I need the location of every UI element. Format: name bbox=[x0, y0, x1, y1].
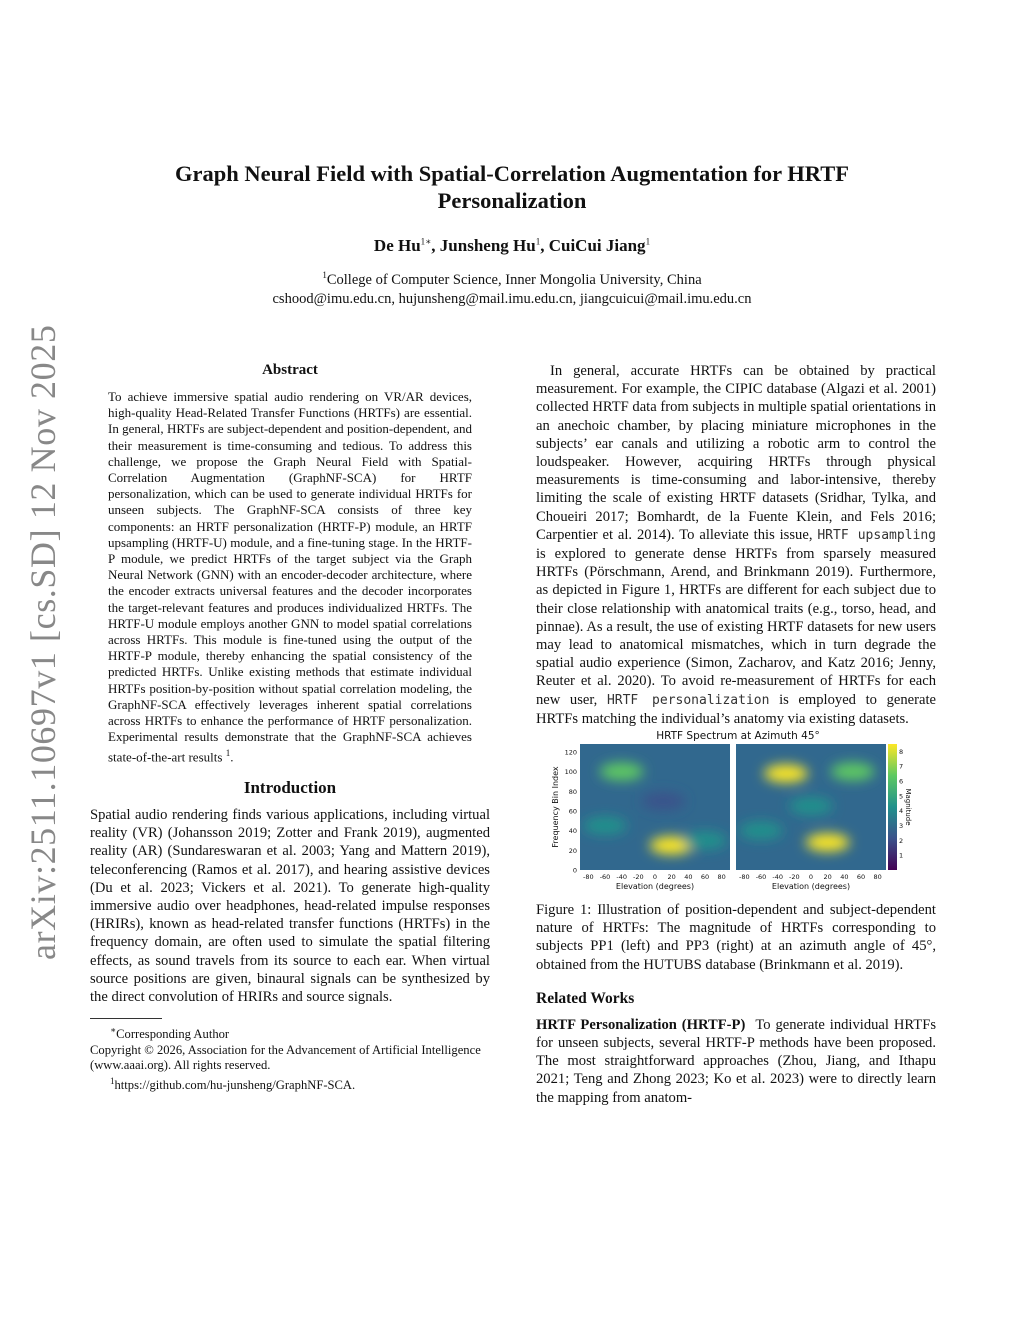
abstract-body: To achieve immersive spatial audio rendering on VR/AR devices, high-quality Head-Related Transfer Functions (HRTFs) are essential. In general, HRTFs are subject-dependent and position-dependent, and their measurement is time-consuming and tedious. To address this challenge, we propose the Graph Neural Field with Spatial-Correlation Augmentation (GraphNF-SCA) for HRTF personalization, which can be used to generate individual HRTFs for unseen subjects. The GraphNF-SCA consists of three key components: an HRTF personalization (HRTF-P) module, an HRTF upsampling (HRTF-U) module, and a fine-tuning stage. In the HRTF-P module, we predict HRTFs of the target subject via the Graph Neural Network (GNN) with an encoder-decoder architecture, where the encoder extracts universal features and the decoder incorporates the target-relevant features and produces individualized HRTFs. The HRTF-U module employs another GNN to model spatial correlations across HRTFs. This module is fine-tuned using the output of the HRTF-P module, thereby enhancing the spatial consistency of the predicted HRTFs. Unlike existing methods that estimate individual HRTFs position-by-position without spatial correlation modeling, the GraphNF-SCA effectively leverages inherent spatial correlations across HRTFs to enhance the performance of HRTF personalization. Experimental results demonstrate that the GraphNF-SCA achieves state-of-the-art results bbox=[108, 389, 472, 765]
introduction-heading: Introduction bbox=[243, 778, 337, 797]
x-axis-ticks-left bbox=[583, 873, 726, 881]
footnote-copyright: Copyright © 2026, Association for the Advancement of Artificial Intelligence (www.aaai.org). All rights reserved. bbox=[90, 1042, 481, 1073]
y-axis-label: Frequency Bin Index bbox=[551, 766, 560, 848]
figure-1-caption: Figure 1: Illustration of position-dependent and subject-dependent nature of HRTFs: The magnitude of HRTFs corresponding to subjects PP1 (left) and PP3 (right) at an azimuth angle of 45°, obtained from the HUTUBS database (Brinkmann et al. 2019). bbox=[536, 902, 936, 973]
paragraph-text: To generate individual HRTFs for unseen subjects, several HRTF-P methods have been proposed. The most straightforward approaches (Zhou, Jiang, and Ithapu 2021; Teng and Zhong 2023; Ko et al. 2023) were to directly learn the mapping from anatom- bbox=[536, 1016, 936, 1106]
heatmap-cell-PP3-1 bbox=[764, 765, 808, 783]
x-tick-label: 0 bbox=[652, 873, 658, 882]
x-axis-ticks-right bbox=[739, 873, 882, 881]
heatmap-cell-PP1-2 bbox=[683, 832, 727, 850]
affiliation-sup: 1 bbox=[322, 270, 327, 280]
y-tick-label: 100 bbox=[564, 768, 577, 777]
footnote-link-mark: 1 bbox=[110, 1075, 115, 1086]
x-tick-label: 60 bbox=[700, 873, 710, 882]
y-tick-label: 80 bbox=[568, 787, 577, 796]
x-tick-label: 60 bbox=[856, 873, 866, 882]
abstract-end: . bbox=[230, 749, 234, 765]
x-tick-label: 80 bbox=[717, 873, 726, 882]
x-axis-label-left: Elevation (degrees) bbox=[615, 882, 695, 892]
related-works-text bbox=[536, 1016, 936, 1107]
footnote-rule bbox=[90, 1018, 162, 1019]
x-tick-label: -20 bbox=[633, 873, 644, 882]
heatmap-cell-PP1-3 bbox=[583, 817, 627, 835]
y-tick-label: 0 bbox=[572, 866, 577, 875]
x-tick-label: -40 bbox=[772, 873, 783, 882]
y-tick-label: 120 bbox=[564, 748, 577, 757]
x-tick-label: -40 bbox=[616, 873, 627, 882]
y-tick-label: 40 bbox=[568, 827, 577, 836]
author-name: Junsheng Hu bbox=[439, 236, 536, 255]
heatmap-cell-PP1-4 bbox=[641, 792, 685, 810]
y-tick-label: 20 bbox=[568, 846, 577, 855]
author-list: De $Hu^{1∗}$, Junsheng Hu$^1$, CuiCui Jiang$^1$ bbox=[373, 236, 651, 255]
abstract-text bbox=[108, 389, 472, 766]
term-hrtf-upsampling: HRTF upsampling bbox=[817, 527, 936, 543]
intro-paragraph-2 bbox=[536, 362, 936, 728]
colorbar bbox=[888, 744, 897, 870]
x-tick-label: -80 bbox=[583, 873, 594, 882]
footnote-link-url[interactable]: https://github.com/hu-junsheng/GraphNF-SCA. bbox=[114, 1077, 356, 1092]
colorbar-label: Magnitude bbox=[904, 788, 912, 826]
footnote-mark: 1 bbox=[225, 748, 231, 759]
colorbar-tick-label: 8 bbox=[899, 747, 904, 756]
heatmap-cell-PP3-2 bbox=[831, 763, 875, 781]
heatmap-cell-PP1-1 bbox=[600, 763, 644, 781]
term-hrtf-personalization: HRTF personalization bbox=[606, 692, 770, 708]
colorbar-tick-label: 4 bbox=[899, 807, 904, 816]
colorbar-ticks bbox=[899, 748, 903, 860]
footnote-corresponding-mark: ∗ bbox=[110, 1025, 117, 1036]
author-sup: 1 bbox=[535, 236, 541, 247]
footnote-corresponding-text: Corresponding Author bbox=[116, 1027, 230, 1042]
x-axis-label-right: Elevation (degrees) bbox=[771, 882, 851, 892]
paragraph-text: is employed to generate HRTFs matching the individual’s anatomy via existing datasets. bbox=[536, 691, 936, 727]
colorbar-tick-label: 2 bbox=[899, 836, 904, 845]
heatmap-cell-PP3-3 bbox=[739, 822, 783, 840]
paragraph-text: In general, accurate HRTFs can be obtained by practical measurement. For example, the CIPIC database (Algazi et al. 2001) collected HRTF data from subjects in multiple spatial orientations in an anechoic chamber, by placing miniature microphones in the subjects’ ear canals and utilizing a robotic arm to control the loudspeaker. However, acquiring HRTFs through physical measurements is time-consuming and labor-intensive, thereby limiting the scale of existing HRTF datasets (Sridhar, Tylka, and Choueiri 2017; Bomhardt, de la Fuente Klein, and Fels 2016; Carpentier et al. 2014). To alleviate this issue, bbox=[536, 363, 936, 543]
introduction-text: Spatial audio rendering finds various applications, including virtual reality (VR) (Johansson 2019; Zotter and Frank 2019), augmented reality (AR) (Sundareswaran et al. 2003; Yang and Mattern 2019), teleconferencing (Ramos et al. 2017), and hearing assistive devices (Du et al. 2023; Vickers et al. 2021). To generate high-quality immersive audio over headphones, head-related impulse responses (HRIRs), known as head-related transfer functions (HRTFs) in the frequency domain, are often used to simulate the spatial filtering effects, as sound travels from its source to each ear. When virtual source positions are given, binaural signals can be synthesized by the direct convolution of HRIRs and source signals. bbox=[90, 807, 490, 1006]
paper-title: Graph Neural Field with Spatial-Correlation Augmentation for HRTF Personalization bbox=[174, 161, 849, 213]
colorbar-tick-label: 3 bbox=[899, 822, 904, 831]
x-tick-label: 80 bbox=[873, 873, 882, 882]
paragraph-text: is explored to generate dense HRTFs from sparsely measured HRTFs (Pörschmann, Arend, and Brinkmann 2019). Furthermore, as depicted in Figure 1, HRTFs are different for each subject due to their close relationship with anatomical traits (e.g., torso, head, and pinnae). As a result, the use of existing HRTF datasets for new users may lead to anatomical mismatches, which in turn degrade the spatial audio experience (Simon, Zacharov, and Katz 2016; Jenny, Reuter et al. 2020). To avoid re-measurement of HRTFs for each new user, bbox=[536, 546, 936, 708]
heatmap-cell-PP3-0 bbox=[806, 834, 850, 852]
arxiv-identifier: arXiv:2511.10697v1 [cs.SD] 12 Nov 2025 bbox=[23, 324, 63, 960]
x-tick-label: 20 bbox=[667, 873, 676, 882]
related-works-heading: Related Works bbox=[536, 989, 635, 1007]
abstract-heading: Abstract bbox=[262, 362, 318, 378]
affiliation: College of Computer Science, Inner Mongolia University, China bbox=[326, 271, 702, 288]
author-emails: cshood@imu.edu.cn, hujunsheng@mail.imu.edu.cn, jiangcuicui@mail.imu.edu.cn bbox=[272, 290, 752, 307]
x-tick-label: -60 bbox=[599, 873, 611, 882]
x-tick-label: 40 bbox=[684, 873, 693, 882]
x-tick-label: 40 bbox=[840, 873, 849, 882]
author-sup: 1 bbox=[645, 236, 651, 247]
author-name: De Hu bbox=[373, 236, 421, 255]
left-column bbox=[90, 362, 490, 1093]
author-sup: 1∗ bbox=[420, 236, 432, 247]
footnote-link[interactable] bbox=[90, 1074, 490, 1094]
colorbar-tick-label: 7 bbox=[899, 762, 904, 771]
x-tick-label: -80 bbox=[739, 873, 750, 882]
x-tick-label: 0 bbox=[808, 873, 814, 882]
author-name: CuiCui Jiang bbox=[548, 236, 646, 255]
affiliation-block bbox=[120, 266, 904, 309]
x-tick-label: 20 bbox=[823, 873, 832, 882]
chart-title: HRTF Spectrum at Azimuth 45° bbox=[656, 730, 820, 743]
colorbar-tick-label: 1 bbox=[899, 851, 904, 860]
right-column bbox=[536, 362, 936, 1107]
x-tick-label: -20 bbox=[789, 873, 800, 882]
figure-1-heatmap bbox=[546, 726, 912, 892]
colorbar-tick-label: 6 bbox=[899, 777, 904, 786]
y-axis-ticks bbox=[565, 748, 577, 874]
x-tick-label: -60 bbox=[755, 873, 767, 882]
colorbar-tick-label: 5 bbox=[899, 792, 904, 801]
y-tick-label: 60 bbox=[568, 807, 577, 816]
heatmap-cell-PP3-4 bbox=[789, 797, 833, 815]
footnote-corresponding bbox=[90, 1023, 490, 1043]
paragraph-heading: HRTF Personalization (HRTF-P) bbox=[536, 1016, 746, 1033]
